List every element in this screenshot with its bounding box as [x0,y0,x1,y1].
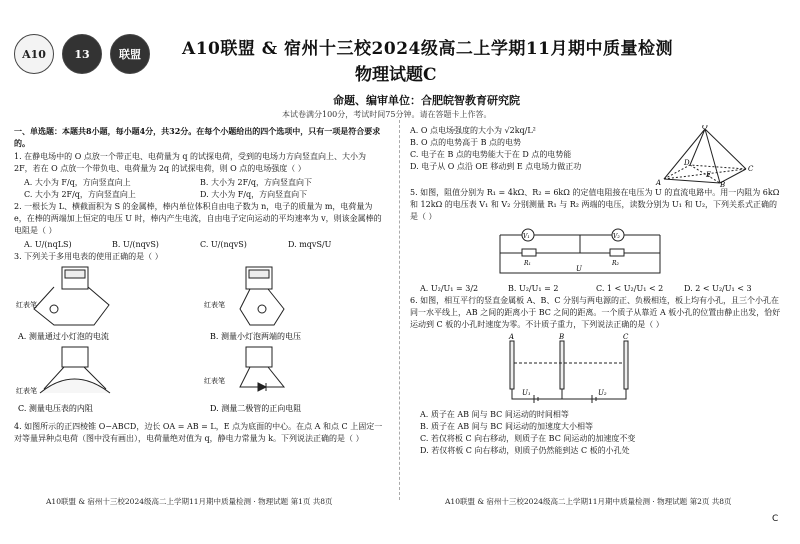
option-c: C. 电子在 B 点的电势能大于在 D 点的电势能 [410,150,572,159]
question-4: 4. 如图所示的正四棱锥 O−ABCD，边长 OA = AB = L，E 点为底面的中心。在点 A 和点 C 上固定一对等量异种点电荷（图中没有画出），电荷量绝对值为 q，静电力常量为 k。下列说法正确的是（ ） [14,422,383,443]
multimeter-figures [14,265,384,417]
wire [34,287,109,325]
alliance-logo [110,34,150,74]
resistor-r1 [522,249,536,256]
thirteen-schools-logo [62,34,102,74]
option-b: B. O 点的电势高于 B 点的电势 [410,138,522,147]
point-b-label: B [720,181,726,187]
red-probe-label: 红表笔 [16,301,37,309]
u1-label: U₁ [522,389,531,397]
question-2-options [24,239,386,251]
option-c: C. U/(nqvS) [200,240,247,249]
logo-row [14,34,150,74]
exam-note: 本试卷满分100分，考试时间75分钟。请在答题卡上作答。 [282,110,492,119]
plate-c-label: C [623,333,629,341]
wire [240,367,284,387]
meter-dial [65,270,85,278]
multimeter-icon [246,347,272,367]
point-c-label: C [748,165,754,173]
question-6: 6. 如图，相互平行的竖直金属板 A、B、C 分别与两电源的正、负极相连，板上均有小孔，且三个小孔在同一水平线上，AB 之间的距离小于 BC 之间的距离。一个质子从靠近 A 板小孔的位置由静止出发，恰好运动到 C 板的小孔时速度为零。不计质子重力，下列说法正确的是（ ） [410,296,781,329]
exam-subject: 物理试题C [355,65,437,85]
resistor-r2 [610,249,624,256]
question-4-block [410,125,782,187]
seal-text: 联盟 [119,48,141,61]
page-footer-right: A10联盟 & 宿州十三校2024级高二上学期11月期中质量检测 · 物理试题 第2页 共8页 [445,497,732,506]
v1-label: V₁ [523,233,530,240]
v2-label: V₂ [613,233,620,240]
red-probe-label: 红表笔 [204,377,225,385]
pyramid-edges [664,129,746,183]
option-b: B. 质子在 AB 间与 BC 间运动的加速度大小相等 [420,422,593,431]
plate-b-label: B [559,333,565,341]
plate-a [510,341,514,389]
circuit-figure [410,225,780,279]
option-b: B. U/(nqvS) [112,240,159,249]
figure-caption-a: A. 测量通过小灯泡的电流 [18,332,109,341]
multimeter-figure-a [16,267,109,341]
diode-icon [258,383,266,391]
right-column [410,125,782,457]
option-c: C. 若仅将板 C 向右移动，则质子在 BC 间运动的加速度不变 [420,434,636,443]
question-5-options [420,283,782,295]
u2-label: U₂ [598,389,607,397]
option-a: A. U₂/U₁ = 3/2 [420,284,479,293]
option-d: D. 电子从 O 点沿 OE 移动到 E 点电场力做正功 [410,162,582,171]
voltmeter-icon [40,379,110,393]
option-d: D. 大小为 F/q，方向竖直向下 [200,190,308,199]
figure-caption-b: B. 测量小灯泡两端的电压 [210,332,301,341]
multimeter-figure-c [16,347,110,413]
school-seal-logo [14,34,54,74]
question-5: 5. 如图，阻值分别为 R₁ = 4kΩ、R₂ = 6kΩ 的定值电阻接在电压为 U 的直流电路中。用一内阻为 6kΩ 和 12kΩ 的电压表 V₁ 和 V₂ 分别测量 R₁ 与 R₂ 两端的电压，读数分别为 U₁ 和 U₂，下列关系式正确的是（ ） [410,188,780,221]
question-3: 3. 下列关于多用电表的使用正确的是（ ） [14,252,163,261]
meter-dial [249,270,269,278]
section-heading: 一、单选题：本题共8小题，每小题4分，共32分。在每个小题给出的四个选项中，只有一项是符合要求的。 [14,126,381,148]
parallel-plates-figure [410,333,780,405]
question-1: 1. 在静电场中的 O 点放一个带正电、电荷量为 q 的试探电荷，受到的电场力方向竖直向上、大小为 2F，若在 O 点放一个带负电、电荷量为 2q 的试探电荷，则 O 点的电场强度（ ） [14,152,367,173]
seal-text: A10 [22,47,46,61]
multimeter-figure-d [204,347,301,413]
red-probe-label: 红表笔 [16,387,37,395]
corner-mark: C [772,514,779,524]
multimeter-icon [62,347,88,367]
question-1-options [24,177,386,201]
point-o-label: O [702,125,708,131]
multimeter-figure-b [204,267,301,341]
point-e-label: E [706,171,712,179]
r1-label: R₁ [524,260,531,267]
plate-c [624,341,628,389]
option-a: A. O 点电场强度的大小为 √2kq/L² [410,126,536,135]
point-a-label: A [656,179,662,187]
u-label: U [576,265,582,273]
r2-label: R₂ [612,260,619,267]
pyramid-figure [650,125,760,187]
question-4-options [410,125,650,187]
column-divider [399,120,400,500]
option-b: B. U₂/U₁ = 2 [508,284,559,293]
editor-line: 命题、编审单位：合肥皖智教育研究院 [333,94,520,107]
question-2: 2. 一根长为 L、横截面积为 S 的金属棒，棒内单位体积自由电子数为 n，电子的质量为 m，电荷量为 e，在棒的两端加上恒定的电压 U 时，棒内产生电流，自由电子定向运动的平均速率为 v，则该金属棒的电阻是（ ） [14,202,382,235]
exam-title: A10联盟 & 宿州十三校2024级高二上学期11月期中质量检测 [182,39,674,59]
bulb-icon [258,305,266,313]
question-6-options [420,409,782,457]
plate-b [560,341,564,389]
figure-caption-d: D. 测量二极管的正向电阻 [210,404,302,413]
option-d: D. mqvS/U [288,240,332,249]
point-d-label: D [684,159,690,167]
option-a: A. 质子在 AB 间与 BC 间运动的时间相等 [420,410,569,419]
plate-a-label: A [509,333,515,341]
option-a: A. 大小为 F/q，方向竖直向上 [24,178,131,187]
figure-caption-c: C. 测量电压表的内阻 [18,404,93,413]
red-probe-label: 红表笔 [204,301,225,309]
option-d: D. 若仅将板 C 向右移动，则质子仍然能到达 C 板的小孔处 [420,446,630,455]
option-d: D. 2 < U₂/U₁ < 3 [684,284,752,293]
left-column [14,125,386,447]
seal-text: 13 [74,47,90,61]
option-c: C. 大小为 2F/q，方向竖直向上 [24,190,136,199]
option-b: B. 大小为 2F/q，方向竖直向下 [200,178,312,187]
option-a: A. U/(nqLS) [24,240,72,249]
option-c: C. 1 < U₂/U₁ < 2 [596,284,664,293]
page-footer-left: A10联盟 & 宿州十三校2024级高二上学期11月期中质量检测 · 物理试题 第1页 共8页 [46,497,333,506]
bulb-icon [50,305,58,313]
